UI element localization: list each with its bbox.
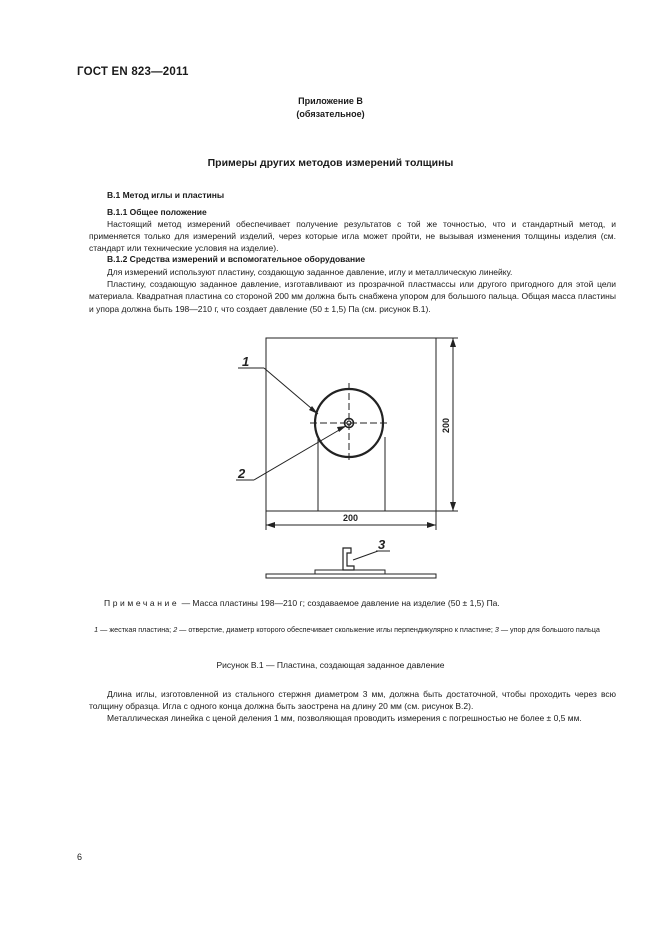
section-b12-body: [89, 266, 616, 315]
dim-arrow-top: [450, 338, 456, 347]
legend-2-number: 2: [173, 625, 178, 634]
dimension-height-label: 200: [441, 417, 451, 433]
legend-1-text: — жесткая пластина;: [98, 625, 174, 634]
closing-body: [89, 688, 616, 725]
leader-line-1: [264, 368, 318, 414]
legend-3-text: — упор для большого пальца: [498, 625, 600, 634]
appendix-subtitle: (обязательное): [296, 109, 365, 119]
page-number: 6: [77, 852, 83, 862]
section-b11-paragraph: Настоящий метод измерений обеспечивает получение результатов с той же точностью, что и стандартный метод, и применяется только для измерений изделий, через которые игла может пройти, не вызывая изменения толщины изделия (см. стандарт или технические условия на изделие).: [89, 219, 616, 254]
side-view: [266, 537, 436, 578]
dim-arrow-bottom: [450, 502, 456, 511]
section-b12-paragraph-2: Пластину, создающую заданное давление, изготавливают из прозрачной пластмассы или другого пригодного для этой цели материала. Квадратная пластина со стороной 200 мм должна быть снабжена упором для большого пальца. Общая масса пластины и упора должна быть 198—210 г, что создает давление (50 ± 1,5) Па (см. рисунок В.1).: [89, 279, 616, 314]
legend-1-number: 1: [94, 625, 99, 634]
figure-label-2: 2: [238, 466, 246, 481]
closing-paragraph-2: Металлическая линейка с ценой деления 1 мм, позволяющая проводить измерения с погрешностью не более ± 0,5 мм.: [107, 713, 582, 724]
section-b11-heading: В.1.1 Общее положение: [107, 207, 207, 217]
plate-side-view: [266, 574, 436, 578]
figure-caption: Рисунок В.1 — Пластина, создающая заданное давление: [216, 660, 445, 670]
note-text: — Масса пластины 198—210 г; создаваемое давление на изделие (50 ± 1,5) Па.: [179, 598, 500, 608]
section-b1-heading: В.1 Метод иглы и пластины: [107, 190, 225, 200]
legend-3-number: 3: [494, 625, 499, 634]
arrow-head-2: [337, 426, 346, 432]
appendix-title: Приложение В: [298, 96, 363, 106]
dim-arrow-right: [427, 522, 436, 528]
page-title: Примеры других методов измерений толщины: [207, 157, 454, 169]
figure-label-1: 1: [242, 354, 250, 369]
section-b12-heading: В.1.2 Средства измерений и вспомогательное оборудование: [107, 254, 366, 264]
figure-note: [104, 598, 500, 608]
section-b11-body: [89, 218, 616, 255]
note-label: Примечание: [104, 598, 180, 608]
figure-b1-drawing: [0, 330, 661, 590]
leader-line-3: [353, 551, 378, 560]
dim-arrow-left: [266, 522, 275, 528]
figure-label-3: 3: [378, 537, 386, 552]
figure-legend: [77, 624, 617, 636]
thumb-rest-profile: [343, 548, 354, 570]
closing-paragraph-1: Длина иглы, изготовленной из стального стержня диаметром 3 мм, должна быть достаточной, чтобы проходить через всю толщину образца. Игла с одного конца должна быть заострена на длину 20 мм (см. рисунок В.2).: [89, 689, 616, 712]
document-header: ГОСТ EN 823—2011: [77, 66, 189, 78]
legend-2-text: — отверстие, диаметр которого обеспечивает скольжение иглы перпендикулярно к пластине;: [177, 625, 495, 634]
dimension-width-label: 200: [343, 513, 359, 523]
section-b12-paragraph-1: Для измерений используют пластину, создающую заданное давление, иглу и металлическую линейку.: [107, 267, 513, 277]
